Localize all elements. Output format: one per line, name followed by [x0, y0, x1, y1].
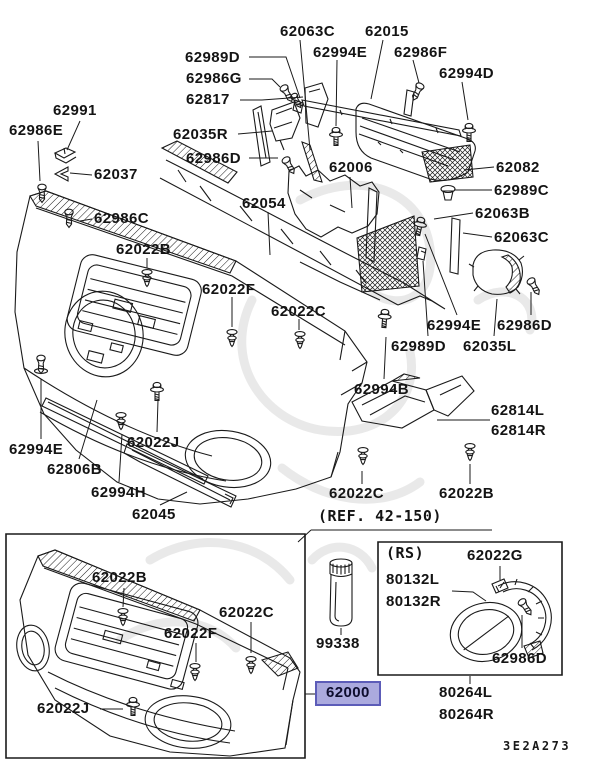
part-label-62986g: 62986G [186, 70, 242, 87]
part-label-62035r: 62035R [173, 126, 228, 143]
part-label-62063b: 62063B [475, 205, 530, 222]
clip-parts-drawing [55, 148, 76, 181]
part-label-62814l: 62814L [491, 402, 545, 419]
part-label-62022c-box: 62022C [219, 604, 274, 621]
part-label-62994b: 62994B [354, 381, 409, 398]
part-label-62045: 62045 [132, 506, 176, 523]
part-label-62986f: 62986F [394, 44, 448, 61]
rs-note: (RS) [386, 544, 425, 562]
part-label-62986e: 62986E [9, 122, 64, 139]
part-label-62035l: 62035L [463, 338, 517, 355]
part-label-62986d-rs: 62986D [492, 650, 547, 667]
part-label-62994d: 62994D [439, 65, 494, 82]
part-label-99338: 99338 [316, 635, 360, 652]
part-label-62989d-top: 62989D [185, 49, 240, 66]
part-label-62022c-bot: 62022C [329, 485, 384, 502]
part-label-62994h: 62994H [91, 484, 146, 501]
part-label-62022j-box: 62022J [37, 700, 90, 717]
part-label-62063c-mid: 62063C [494, 229, 549, 246]
bracket-drawing [253, 83, 328, 166]
part-label-62054: 62054 [242, 195, 286, 212]
part-label-80132l: 80132L [386, 571, 440, 588]
part-label-62994e-low: 62994E [9, 441, 64, 458]
part-label-62022b-bot: 62022B [439, 485, 494, 502]
part-label-62806b: 62806B [47, 461, 102, 478]
part-label-62037: 62037 [94, 166, 138, 183]
part-label-80264r: 80264R [439, 706, 494, 723]
part-label-62000-selected[interactable]: 62000 [315, 681, 381, 706]
part-label-62022c-mid: 62022C [271, 303, 326, 320]
part-label-62022f-box: 62022F [164, 625, 218, 642]
grille-drawing [302, 90, 475, 182]
leader-lines [38, 40, 531, 709]
part-label-62986d-mid: 62986D [497, 317, 552, 334]
part-label-62814r: 62814R [491, 422, 546, 439]
part-label-62006: 62006 [329, 159, 373, 176]
part-label-62994e-top: 62994E [313, 44, 368, 61]
part-label-62817: 62817 [186, 91, 230, 108]
bumper-drawing [15, 191, 367, 507]
boxed-bumper-drawing [6, 534, 305, 758]
part-label-62986d-top: 62986D [186, 150, 241, 167]
part-label-62022b-mid: 62022B [116, 241, 171, 258]
part-label-62082: 62082 [496, 159, 540, 176]
part-label-62991: 62991 [53, 102, 97, 119]
part-label-62989c: 62989C [494, 182, 549, 199]
reference-note: (REF. 42-150) [318, 507, 442, 525]
part-label-62022b-box: 62022B [92, 569, 147, 586]
part-label-62022f-mid: 62022F [202, 281, 256, 298]
part-label-80132r: 80132R [386, 593, 441, 610]
part-label-62989d-mid: 62989D [391, 338, 446, 355]
part-label-62986c: 62986C [94, 210, 149, 227]
part-label-62063c-top: 62063C [280, 23, 335, 40]
part-label-62994e-mid: 62994E [427, 317, 482, 334]
part-label-62022g: 62022G [467, 547, 523, 564]
part-label-80264l: 80264L [439, 684, 493, 701]
part-label-62015: 62015 [365, 23, 409, 40]
part-label-62022j-mid: 62022J [127, 434, 180, 451]
sheet-code: 3E2A273 [503, 739, 572, 753]
sealant-tube-drawing [330, 559, 352, 626]
foglamp-cover-drawing [469, 250, 524, 294]
